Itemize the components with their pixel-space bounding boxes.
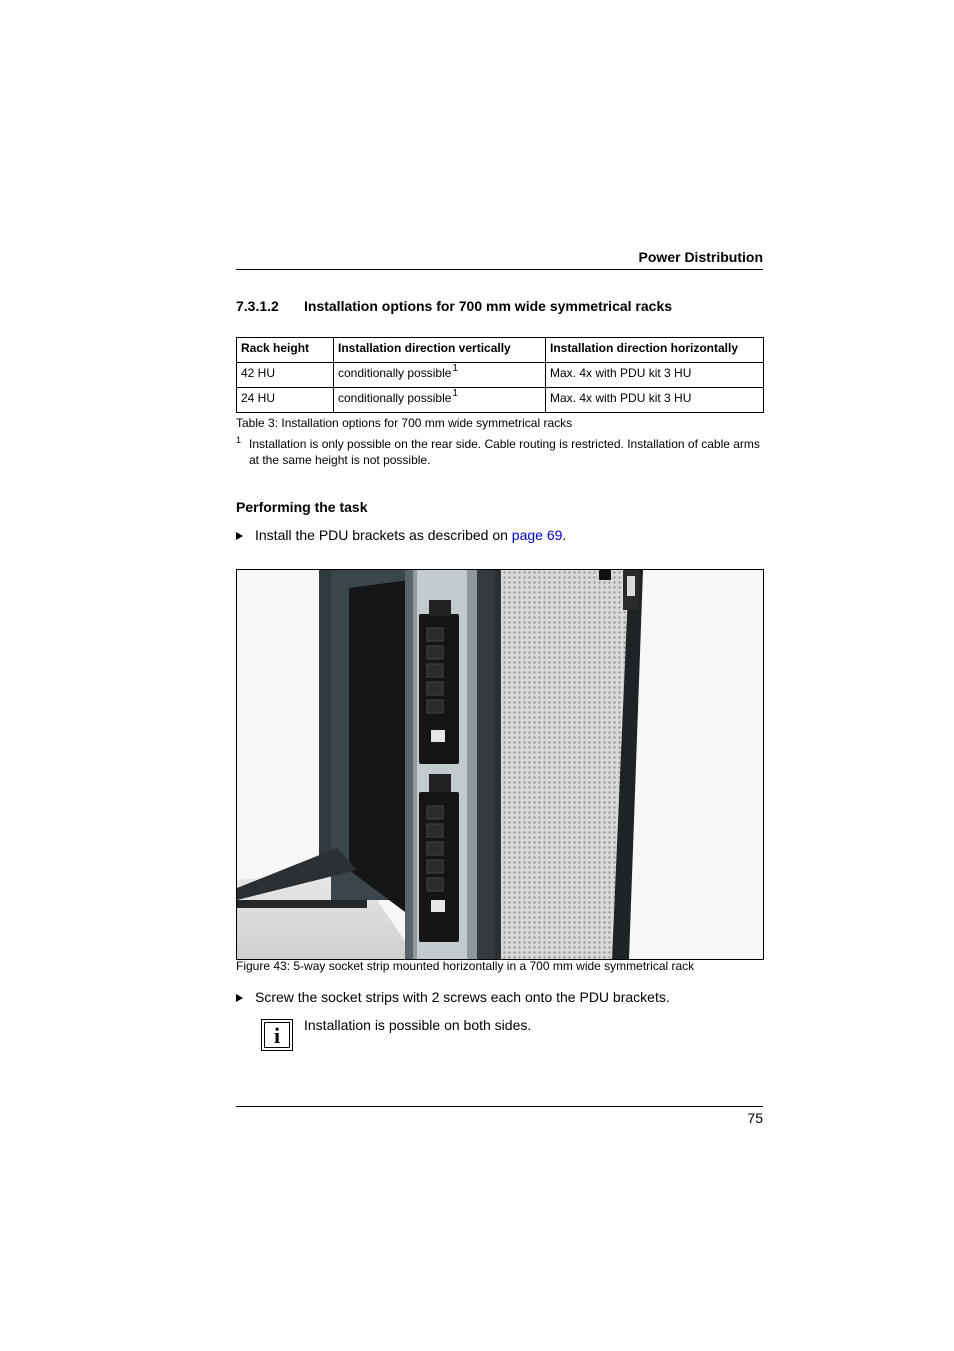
note-text: Installation is possible on both sides. (304, 1017, 532, 1033)
footnote-mark: 1 (236, 435, 242, 445)
cell-horizontal: Max. 4x with PDU kit 3 HU (546, 363, 764, 388)
footer-rule (236, 1106, 763, 1107)
footnote (236, 436, 766, 468)
cell-vertical-text: conditionally possible (338, 366, 452, 380)
table-header-row (237, 338, 764, 363)
section-heading (236, 298, 672, 314)
rack-photo (236, 569, 764, 960)
figure-caption: Figure 43: 5-way socket strip mounted horizontally in a 700 mm wide symmetrical rack (236, 959, 695, 973)
section-title: Installation options for 700 mm wide symmetrical racks (304, 298, 673, 314)
page-link[interactable]: page 69 (511, 527, 563, 543)
table-row (237, 363, 764, 388)
step1-suffix: . (562, 527, 567, 543)
cell-horizontal: Max. 4x with PDU kit 3 HU (546, 388, 764, 413)
info-icon (261, 1019, 293, 1051)
table-row (237, 388, 764, 413)
page-number: 75 (747, 1110, 763, 1126)
cell-rack-height: 24 HU (237, 388, 334, 413)
section-number: 7.3.1.2 (236, 298, 279, 314)
cell-vertical (334, 363, 546, 388)
header-rule (236, 269, 763, 270)
table-caption: Table 3: Installation options for 700 mm wide symmetrical racks (236, 416, 573, 430)
step-install-brackets (236, 527, 566, 543)
header-horizontal: Installation direction horizontally (546, 338, 764, 363)
header-vertical: Installation direction vertically (334, 338, 546, 363)
installation-options-table (236, 337, 764, 413)
cell-vertical-text: conditionally possible (338, 391, 452, 405)
rack-photo-illustration (237, 570, 763, 959)
info-icon-letter: i (264, 1022, 290, 1048)
task-heading: Performing the task (236, 499, 368, 515)
bullet-arrow-icon (236, 994, 243, 1002)
bullet-arrow-icon (236, 532, 243, 540)
header-rack-height: Rack height (237, 338, 334, 363)
step-screw-strips (236, 989, 670, 1005)
step1-prefix: Install the PDU brackets as described on (255, 527, 512, 543)
cell-rack-height: 42 HU (237, 363, 334, 388)
step2-text: Screw the socket strips with 2 screws each onto the PDU brackets. (255, 989, 670, 1005)
footnote-text: Installation is only possible on the rear side. Cable routing is restricted. Installation of cable arms at the same height is not possible. (249, 437, 760, 467)
footnote-ref: 1 (452, 363, 458, 374)
cell-vertical (334, 388, 546, 413)
running-header: Power Distribution (638, 249, 763, 265)
footnote-ref: 1 (452, 388, 458, 399)
